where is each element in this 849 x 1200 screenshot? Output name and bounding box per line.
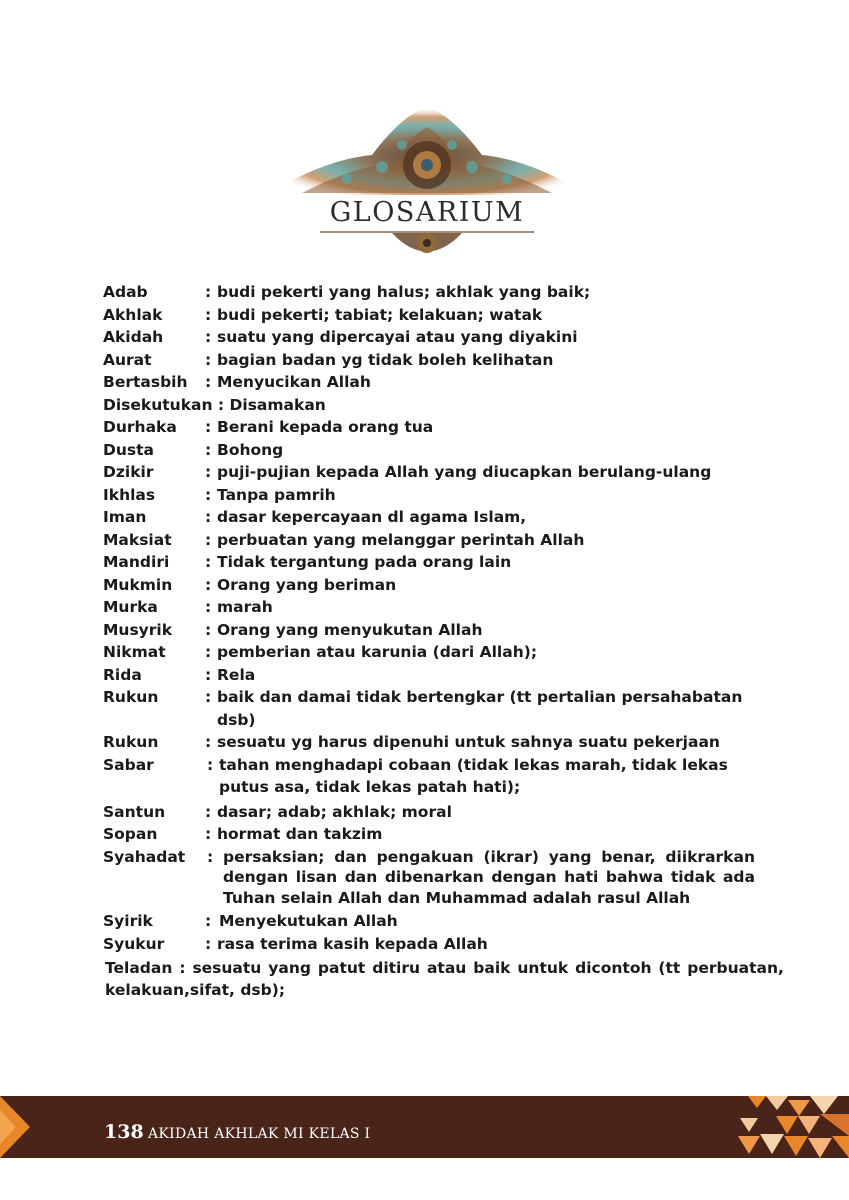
separator: :: [205, 440, 212, 459]
glossary-entry: [103, 574, 784, 597]
definition-word: (tt: [658, 959, 681, 977]
glossary-term: Adab: [103, 283, 148, 301]
glossary-definition: Disamakan: [229, 395, 326, 414]
glossary-definition: baik dan damai tidak bertengkar (tt pertalian persahabatan dsb): [217, 688, 743, 729]
glossary-entry: [103, 326, 784, 349]
glossary-term: Disekutukan: [103, 395, 213, 414]
glossary-term: Rukun: [103, 688, 159, 706]
separator: :: [205, 373, 212, 391]
separator: :: [205, 575, 212, 594]
teladan-first-line: [105, 957, 784, 979]
glossary-entry: [103, 933, 784, 956]
glossary-term: Sopan: [103, 825, 158, 843]
glossary-entry: [103, 596, 784, 619]
glossary-term: Dzikir: [103, 463, 154, 481]
glossary-term: Rukun: [103, 733, 159, 751]
separator: :: [205, 825, 212, 843]
separator: :: [205, 328, 212, 346]
glossary-term: Teladan: [105, 959, 173, 977]
glossary-term: Sabar: [103, 755, 154, 774]
glossary-definition: suatu yang dipercayai atau yang diyakini: [217, 328, 578, 346]
glossary-definition: Bohong: [217, 440, 284, 459]
glossary-entry: [103, 910, 784, 933]
glossary-entry: [103, 461, 784, 484]
glossary-entry: [103, 304, 784, 327]
glossary-entry: [103, 847, 784, 909]
separator: :: [205, 912, 212, 930]
glossary-entry: [103, 686, 784, 731]
glossary-entry: [103, 281, 784, 304]
definition-word: atau: [426, 959, 467, 977]
separator: :: [205, 463, 212, 481]
glossary-definition: Berani kepada orang tua: [217, 418, 434, 436]
glossary-term: Aurat: [103, 350, 152, 369]
glossary-definition: sesuatu yg harus dipenuhi untuk sahnya suatu pekerjaan: [217, 733, 720, 751]
glossary-definition: rasa terima kasih kepada Allah: [217, 934, 488, 953]
glossary-entry: [103, 529, 784, 552]
separator: :: [205, 350, 212, 369]
separator: :: [205, 283, 212, 301]
separator: :: [217, 395, 225, 414]
mandala-ornament-icon: [262, 105, 592, 265]
glossary-definition: Orang yang beriman: [217, 575, 397, 594]
glossary-definition: hormat dan takzim: [217, 825, 383, 843]
glossary-definition: pemberian atau karunia (dari Allah);: [217, 643, 538, 661]
teladan-second-line: kelakuan,sifat, dsb);: [105, 981, 286, 999]
separator: :: [205, 688, 212, 706]
glossary-definition: budi pekerti yang halus; akhlak yang baik;: [217, 283, 591, 301]
separator: :: [205, 802, 212, 821]
separator: :: [205, 665, 212, 684]
definition-word: yang: [268, 959, 311, 977]
separator: :: [205, 598, 212, 616]
separator: :: [205, 305, 212, 324]
glossary-term: Akhlak: [103, 305, 163, 324]
glossary-term: Murka: [103, 598, 158, 616]
definition-word: untuk: [517, 959, 569, 977]
glossary-term: Syirik: [103, 912, 153, 930]
glossary-entry: [103, 641, 784, 664]
glossary-term: Ikhlas: [103, 485, 156, 504]
triangle-pattern-icon: [738, 1096, 849, 1158]
glossary-term: Syahadat: [103, 847, 186, 866]
glossary-entry: [103, 754, 784, 799]
glossary-definition: bagian badan yg tidak boleh kelihatan: [217, 350, 554, 369]
glossary-term: Maksiat: [103, 530, 172, 549]
glossary-entry: [103, 349, 784, 372]
triangle-ornament-icon: [0, 1096, 34, 1158]
glossary-entry: [103, 416, 784, 439]
glossary-term: Akidah: [103, 328, 164, 346]
glossary-entry: [103, 394, 784, 417]
separator: :: [207, 755, 214, 774]
glossary-definition: Orang yang menyukutan Allah: [217, 620, 483, 639]
glossary-term: Iman: [103, 508, 147, 526]
glossary-entry: [103, 823, 784, 846]
glossary-entry: [103, 664, 784, 687]
separator: :: [205, 934, 212, 953]
book-title: AKIDAH AKHLAK MI KELAS I: [148, 1126, 371, 1142]
glossary-entry: [103, 619, 784, 642]
separator: :: [205, 508, 212, 526]
definition-word: dicontoh: [575, 959, 652, 977]
page-number: 138: [104, 1121, 144, 1143]
glossary-entry: [103, 731, 784, 754]
glossary-definition: perbuatan yang melanggar perintah Allah: [217, 530, 585, 549]
separator: :: [205, 485, 212, 504]
glossary-entry: [103, 371, 784, 394]
glossary-definition: dasar kepercayaan dl agama Islam,: [217, 508, 527, 526]
glossary-term: Mandiri: [103, 553, 170, 571]
definition-word: baik: [473, 959, 511, 977]
glossary-term: Musyrik: [103, 620, 173, 639]
glossary-definition: Rela: [217, 665, 256, 684]
glossary-term: Bertasbih: [103, 373, 188, 391]
glossary-term: Durhaka: [103, 418, 177, 436]
glossary-term: Dusta: [103, 440, 154, 459]
separator: :: [205, 530, 212, 549]
glossary-definition: persaksian; dan pengakuan (ikrar) yang benar, diikrarkan dengan lisan dan dibenarkan dengan hati bahwa tidak ada Tuhan selain Allah dan Muhammad adalah rasul Allah: [223, 847, 755, 907]
glossary-term: Rida: [103, 665, 142, 684]
separator: :: [179, 959, 186, 977]
definition-word: perbuatan,: [687, 959, 784, 977]
glossary-definition: Menyucikan Allah: [217, 373, 371, 391]
glossary-definition: Menyekutukan Allah: [219, 912, 398, 930]
glossary-definition: dasar; adab; akhlak; moral: [217, 802, 452, 821]
separator: :: [207, 847, 214, 866]
glossary-definition: marah: [217, 598, 273, 616]
glossary-term: Nikmat: [103, 643, 166, 661]
glossary-entry: [103, 551, 784, 574]
glossary-definition: tahan menghadapi cobaan (tidak lekas marah, tidak lekas putus asa, tidak lekas patah hati);: [219, 755, 728, 796]
glossary-header: [262, 105, 592, 265]
separator: :: [205, 553, 212, 571]
glossary-definition: puji-pujian kepada Allah yang diucapkan berulang-ulang: [217, 463, 712, 481]
glossary-term: Syukur: [103, 934, 165, 953]
glossary-entry: [103, 957, 784, 1001]
definition-word: sesuatu: [192, 959, 262, 977]
definition-word: patut: [317, 959, 366, 977]
glossary-definition: Tidak tergantung pada orang lain: [217, 553, 512, 571]
glossary-entry: [103, 484, 784, 507]
separator: :: [205, 643, 212, 661]
glossary-entry: [103, 506, 784, 529]
page-title: GLOSARIUM: [329, 197, 525, 228]
glossary-term: Mukmin: [103, 575, 173, 594]
glossary-list: [103, 281, 784, 1001]
separator: :: [205, 733, 212, 751]
glossary-definition: Tanpa pamrih: [217, 485, 336, 504]
glossary-entry: [103, 439, 784, 462]
separator: :: [205, 620, 212, 639]
definition-word: ditiru: [372, 959, 421, 977]
glossary-entry: [103, 801, 784, 824]
glossary-definition: budi pekerti; tabiat; kelakuan; watak: [217, 305, 543, 324]
separator: :: [205, 418, 212, 436]
glossary-term: Santun: [103, 802, 166, 821]
